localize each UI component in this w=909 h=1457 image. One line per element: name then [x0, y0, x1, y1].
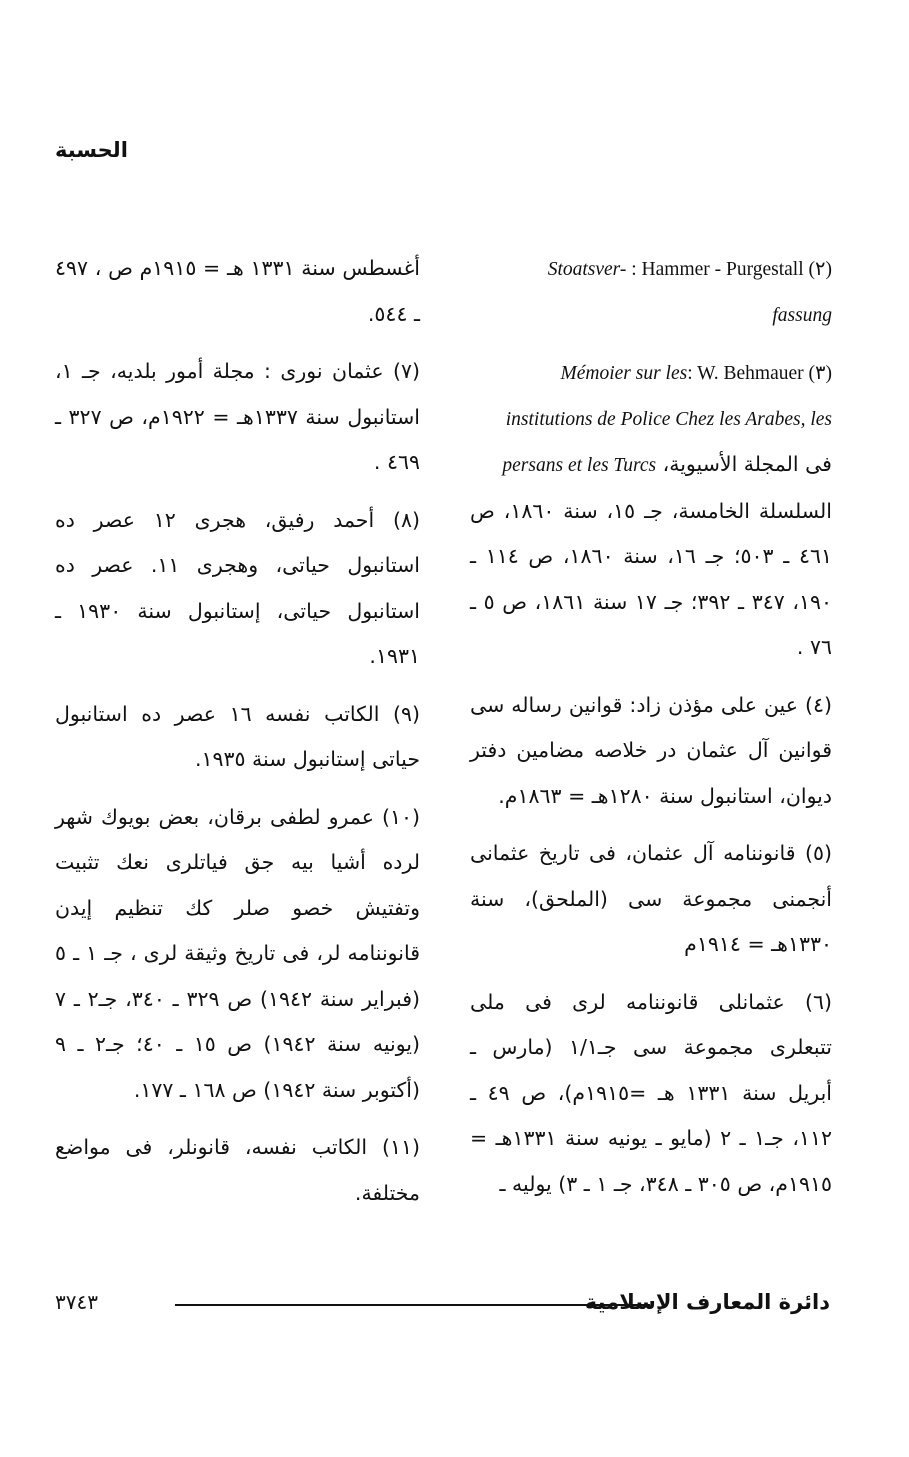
- page-number: ٣٧٤٣: [55, 1290, 98, 1314]
- page-footer: [55, 1290, 830, 1320]
- footnote-3-line2: institutions de Police Chez les Arabes, les: [505, 408, 832, 430]
- footnote-3-line1: Mémoier sur les: W. Behmauer (٣): [560, 363, 832, 384]
- left-column: [55, 246, 420, 1228]
- footer-title: دائرة المعارف الإسلامية: [584, 1290, 830, 1314]
- footnote-8: (٨) أحمد رفيق، هجرى ١٢ عصر ده استانبول حياتى، وهجرى ١١. عصر ده استانبول حياتى، إستانبول سنة ١٩٣٠ ـ ١٩٣١.: [55, 507, 420, 668]
- footnote-3-line3: فى المجلة الأسيوية، persans et les Turcs: [502, 452, 832, 476]
- footnote-6-continued: أغسطس سنة ١٣٣١ هـ = ١٩١٥م ص ، ٤٩٧ ـ ٥٤٤.: [55, 256, 420, 326]
- footnote-2-line1: Stoatsver- : Hammer - Purgestall (٢): [547, 259, 832, 280]
- footnote-5: (٥) قانوننامه آل عثمان، فى تاريخ عثمانى أنجمنى مجموعة سى (الملحق)، سنة ١٣٣٠هـ = ١٩١٤م: [470, 841, 832, 956]
- footnote-10: (١٠) عمرو لطفى برقان، بعض بويوك شهر لرده أشيا بيه جق فياتلرى نعك تثبيت وتفتيش خصو صلر كك تنظيم إيدن قانوننامه لر، فى تاريخ وثيقة لرى ، جـ ١ ـ ٥ (فبراير سنة ١٩٤٢) ص ٣٢٩ ـ ٣٤٠، جـ٢ ـ ٧ (يونيه سنة ١٩٤٢) ص ١٥ ـ ٤٠؛ جـ٢ ـ ٩ (أكتوبر سنة ١٩٤٢) ص ١٦٨ ـ ١٧٧.: [55, 804, 421, 1102]
- footnote-4: (٤) عين على مؤذن زاد: قوانين رساله سى قوانين آل عثمان در خلاصه مضامين دفتر ديوان، استانبول سنة ١٢٨٠هـ = ١٨٦٣م.: [470, 692, 832, 808]
- footnote-2: [470, 246, 832, 338]
- footnote-3-rest: السلسلة الخامسة، جـ ١٥، سنة ١٨٦٠، ص ٤٦١ ـ ٥٠٣؛ جـ ١٦، سنة ١٨٦٠، ص ١١٤ ـ ١٩٠، ٣٤٧ ـ ٣٩٢؛ جـ ١٧ سنة ١٨٦١، ص ٥ ـ ٧٦ .: [470, 498, 833, 659]
- right-column: [470, 246, 832, 1219]
- footnote-6: (٦) عثمانلى قانوننامه لرى فى ملى تتبعلرى مجموعة سى جـ١/١ (مارس ـ أبريل سنة ١٣٣١ هـ =١٩١٥م)، ص ٤٩ ـ ١١٢، جـ١ ـ ٢ (مايو ـ يونيه سنة ١٣٣١هـ = ١٩١٥م، ص ٣٠٥ ـ ٣٤٨، جـ ١ ـ ٣) يوليه ـ: [470, 989, 833, 1196]
- footnote-11: (١١) الكاتب نفسه، قانونلر، فى مواضع مختلفة.: [55, 1135, 420, 1205]
- footnote-7: (٧) عثمان نورى : مجلة أمور بلديه، جـ ١، استانبول سنة ١٣٣٧هـ = ١٩٢٢م، ص ٣٢٧ ـ ٤٦٩ .: [55, 359, 420, 474]
- footnote-2-line2: fassung: [772, 304, 832, 326]
- footer-rule: [175, 1304, 650, 1306]
- running-header: الحسبة: [55, 138, 128, 162]
- footnote-9: (٩) الكاتب نفسه ١٦ عصر ده استانبول حياتى إستانبول سنة ١٩٣٥.: [55, 701, 420, 771]
- footnote-3: [470, 350, 832, 671]
